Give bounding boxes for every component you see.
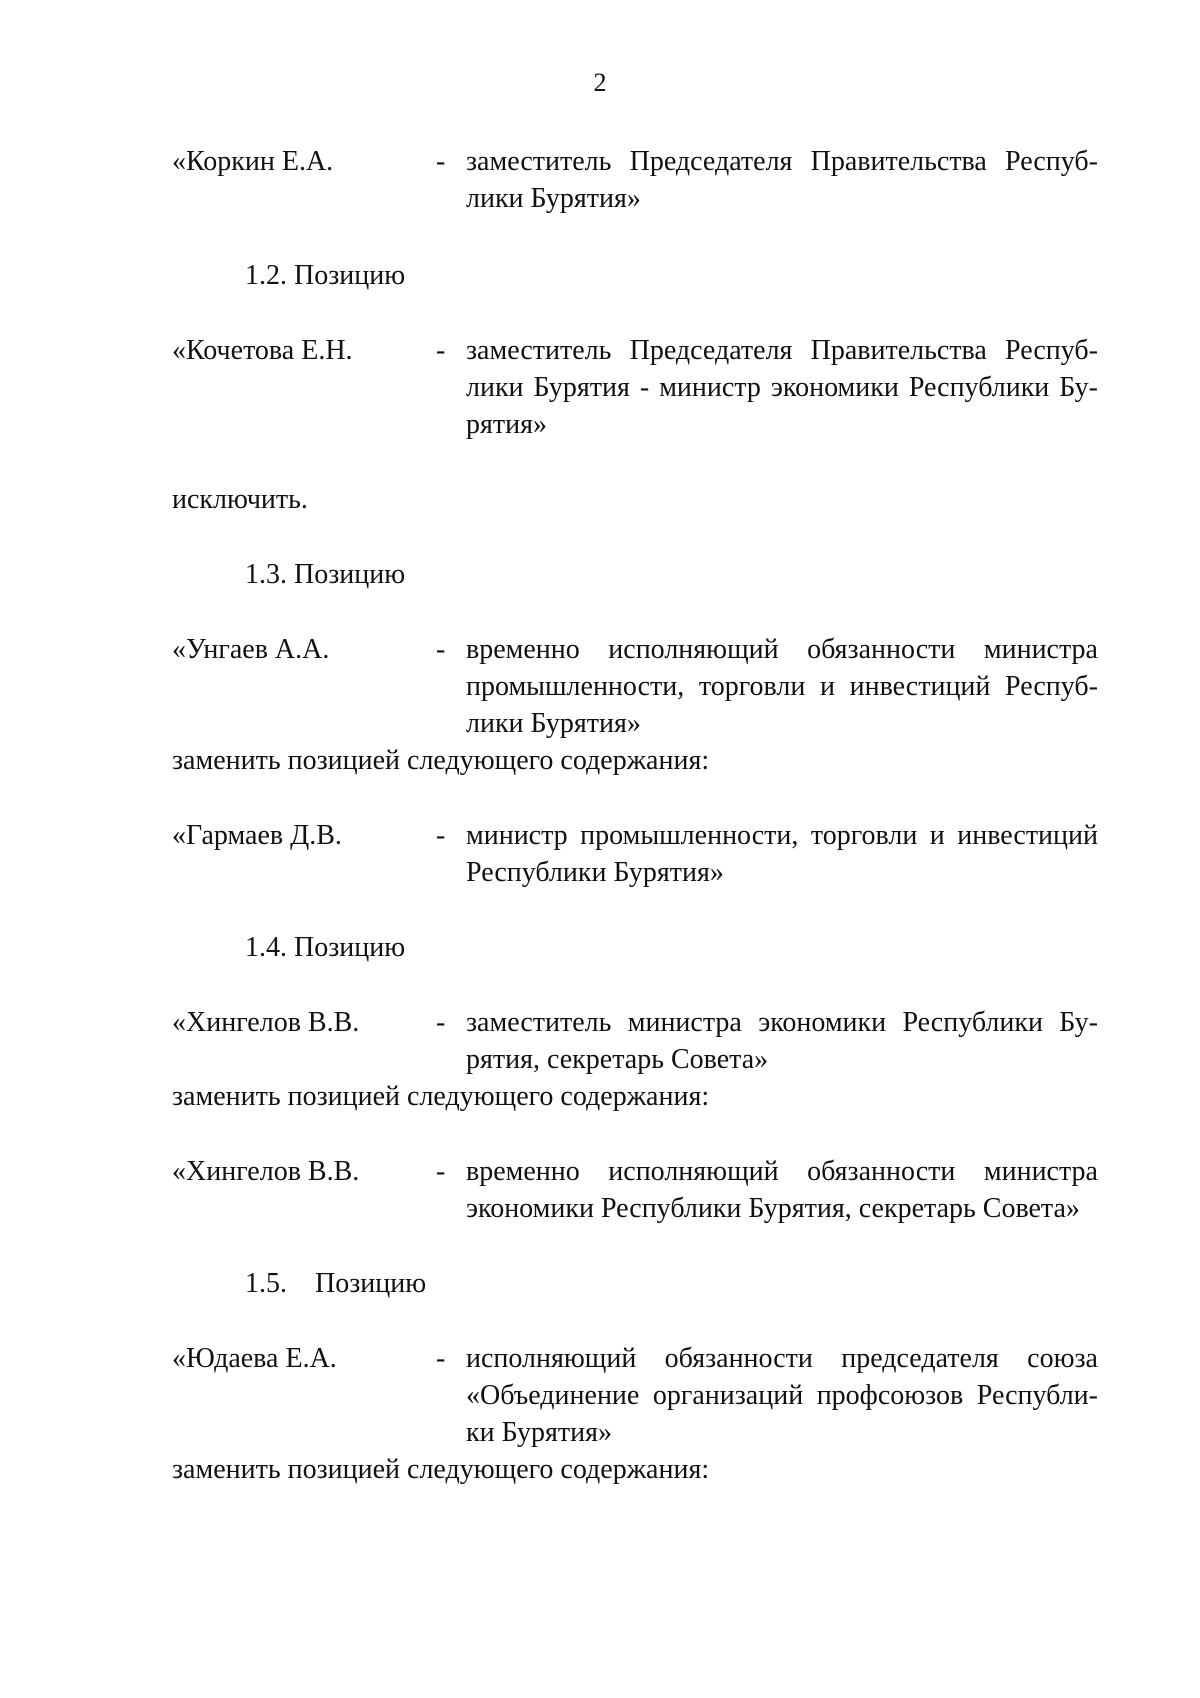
page-number: 2 [593, 68, 607, 97]
person-name: «Унгаев А.А. [172, 634, 330, 665]
description-line: рятия» [466, 409, 547, 440]
position-entry [172, 1153, 1098, 1227]
description-line: экономики Республики Бурятия, секретарь Совета» [466, 1193, 1080, 1224]
description-line: временно исполняющий обязанности министра [466, 1156, 1098, 1187]
description-line: Республики Бурятия» [466, 857, 724, 888]
instruction-text: исключить. [172, 484, 308, 515]
description-line: промышленности, торговли и инвестиций Респуб- [466, 671, 1098, 702]
instruction-text: заменить позицией следующего содержания: [172, 1081, 710, 1112]
person-name: «Гармаев Д.В. [172, 820, 342, 851]
description-line: «Объединение организаций профсоюзов Республи- [466, 1380, 1098, 1411]
section-heading: 1.2. Позицию [245, 260, 406, 291]
document-body [172, 143, 1098, 1488]
dash-separator: - [436, 820, 446, 851]
dash-separator: - [436, 634, 446, 665]
description-line: лики Бурятия» [466, 708, 641, 739]
description-line: исполняющий обязанности председателя союза [466, 1343, 1098, 1374]
position-description [466, 817, 1098, 891]
description-line: заместитель Председателя Правительства Респуб- [466, 146, 1098, 177]
position-entry [172, 1340, 1098, 1451]
position-description [466, 143, 1098, 217]
description-line: лики Бурятия - министр экономики Республики Бу- [466, 372, 1098, 403]
position-description [466, 1153, 1098, 1227]
position-entry [172, 1004, 1098, 1078]
person-name: «Хингелов В.В. [172, 1007, 360, 1038]
description-line: рятия, секретарь Совета» [466, 1044, 769, 1075]
instruction-text: заменить позицией следующего содержания: [172, 1454, 710, 1485]
section-heading: 1.5. Позицию [245, 1268, 427, 1299]
person-name: «Хингелов В.В. [172, 1156, 360, 1187]
description-line: ки Бурятия» [466, 1417, 612, 1448]
position-entry [172, 817, 1098, 891]
position-entry [172, 631, 1098, 742]
position-description [466, 332, 1098, 443]
position-entry [172, 143, 1098, 217]
person-name: «Коркин Е.А. [172, 146, 334, 177]
instruction-text: заменить позицией следующего содержания: [172, 745, 710, 776]
position-description [466, 1340, 1098, 1451]
dash-separator: - [436, 1007, 446, 1038]
person-name: «Кочетова Е.Н. [172, 335, 353, 366]
position-entry [172, 332, 1098, 443]
description-line: заместитель Председателя Правительства Респуб- [466, 335, 1098, 366]
section-heading: 1.4. Позицию [245, 932, 406, 963]
section-heading: 1.3. Позицию [245, 559, 406, 590]
description-line: лики Бурятия» [466, 183, 641, 214]
dash-separator: - [436, 335, 446, 366]
person-name: «Юдаева Е.А. [172, 1343, 337, 1374]
dash-separator: - [436, 146, 446, 177]
position-description [466, 631, 1098, 742]
description-line: министр промышленности, торговли и инвестиций [466, 820, 1098, 851]
description-line: временно исполняющий обязанности министра [466, 634, 1098, 665]
dash-separator: - [436, 1343, 446, 1374]
description-line: заместитель министра экономики Республики Бу- [466, 1007, 1098, 1038]
position-description [466, 1004, 1098, 1078]
dash-separator: - [436, 1156, 446, 1187]
